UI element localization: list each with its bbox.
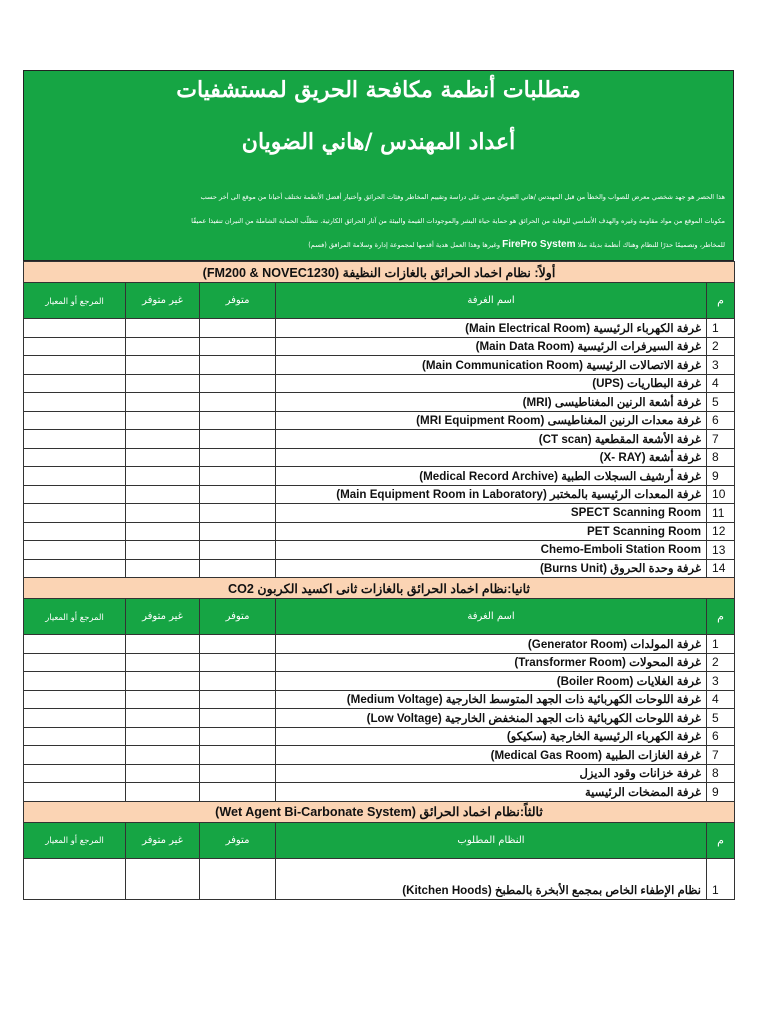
header-reference: المرجع أو المعيار	[24, 599, 126, 635]
table-row	[24, 411, 735, 430]
room-name: غرفة الغازات الطبية (Medical Gas Room)	[276, 746, 707, 765]
not-available-cell[interactable]	[126, 635, 200, 654]
row-number: 5	[707, 393, 735, 412]
available-cell[interactable]	[200, 504, 276, 523]
table-row	[24, 374, 735, 393]
section-title: ثانيا:نظام اخماد الحرائق بالغازات ثانى اكسيد الكربون CO2	[24, 578, 735, 599]
table-row	[24, 356, 735, 375]
not-available-cell[interactable]	[126, 709, 200, 728]
row-number: 6	[707, 727, 735, 746]
row-number: 12	[707, 522, 735, 541]
reference-cell[interactable]	[24, 541, 126, 560]
column-header-row	[24, 822, 735, 858]
row-number: 2	[707, 653, 735, 672]
intro-line-2: مكونات الموقع من مواد مقاومة وغيره والهدف الأساسي للوقاية من الحرائق هو حماية حياة البشر والموجودات القيمة والبيئة من آثار الحرائق الكارثية. تتطلّب الحماية الشاملة من النيران تنفيذا عميقًا	[191, 217, 725, 225]
column-header-row	[24, 283, 735, 319]
table-row	[24, 430, 735, 449]
row-number: 1	[707, 319, 735, 338]
reference-cell[interactable]	[24, 319, 126, 338]
header-room: النظام المطلوب	[276, 822, 707, 858]
header-not-available: غير متوفر	[126, 822, 200, 858]
header-num: م	[707, 822, 735, 858]
room-name: غرفة المولدات (Generator Room)	[276, 635, 707, 654]
table-row	[24, 690, 735, 709]
row-number: 3	[707, 672, 735, 691]
room-name: غرفة الكهرباء الرئيسية الخارجية (سكيكو)	[276, 727, 707, 746]
reference-cell[interactable]	[24, 430, 126, 449]
room-name: غرفة الأشعة المقطعية (CT scan)	[276, 430, 707, 449]
room-name: غرفة أشعة (X- RAY)	[276, 448, 707, 467]
room-name: غرفة البطاريات (UPS)	[276, 374, 707, 393]
not-available-cell[interactable]	[126, 374, 200, 393]
brand-name: FirePro System	[502, 239, 576, 250]
room-name: غرفة الغلايات (Boiler Room)	[276, 672, 707, 691]
reference-cell[interactable]	[24, 448, 126, 467]
available-cell[interactable]	[200, 448, 276, 467]
not-available-cell[interactable]	[126, 541, 200, 560]
section-title-row	[24, 578, 735, 599]
row-number: 1	[707, 858, 735, 899]
reference-cell[interactable]	[24, 709, 126, 728]
table-row	[24, 559, 735, 578]
room-name: PET Scanning Room	[276, 522, 707, 541]
row-number: 9	[707, 783, 735, 802]
row-number: 2	[707, 337, 735, 356]
available-cell[interactable]	[200, 559, 276, 578]
available-cell[interactable]	[200, 430, 276, 449]
reference-cell[interactable]	[24, 485, 126, 504]
reference-cell[interactable]	[24, 764, 126, 783]
not-available-cell[interactable]	[126, 448, 200, 467]
document	[23, 70, 734, 900]
not-available-cell[interactable]	[126, 764, 200, 783]
not-available-cell[interactable]	[126, 319, 200, 338]
table-row	[24, 709, 735, 728]
available-cell[interactable]	[200, 690, 276, 709]
available-cell[interactable]	[200, 356, 276, 375]
table-row	[24, 485, 735, 504]
room-name: غرفة الكهرباء الرئيسية (Main Electrical Room)	[276, 319, 707, 338]
row-number: 6	[707, 411, 735, 430]
room-name: نظام الإطفاء الخاص بمجمع الأبخرة بالمطبخ (Kitchen Hoods)	[276, 858, 707, 899]
available-cell[interactable]	[200, 783, 276, 802]
row-number: 3	[707, 356, 735, 375]
row-number: 10	[707, 485, 735, 504]
available-cell[interactable]	[200, 522, 276, 541]
intro-line-3a: للمخاطر، وتصميمًا حذرًا للنظام وهناك أنظمة بديلة مثلا	[577, 241, 725, 249]
available-cell[interactable]	[200, 727, 276, 746]
available-cell[interactable]	[200, 393, 276, 412]
table-row	[24, 522, 735, 541]
row-number: 7	[707, 746, 735, 765]
available-cell[interactable]	[200, 485, 276, 504]
available-cell[interactable]	[200, 764, 276, 783]
table-row	[24, 504, 735, 523]
reference-cell[interactable]	[24, 356, 126, 375]
room-name: غرفة أرشيف السجلات الطبية (Medical Record Archive)	[276, 467, 707, 486]
room-name: غرفة أشعة الرنين المغناطيسى (MRI)	[276, 393, 707, 412]
table-row	[24, 393, 735, 412]
available-cell[interactable]	[200, 541, 276, 560]
reference-cell[interactable]	[24, 690, 126, 709]
reference-cell[interactable]	[24, 672, 126, 691]
room-name: غرفة اللوحات الكهربائية ذات الجهد المنخفض الخارجية (Low Voltage)	[276, 709, 707, 728]
not-available-cell[interactable]	[126, 783, 200, 802]
reference-cell[interactable]	[24, 393, 126, 412]
available-cell[interactable]	[200, 635, 276, 654]
header-reference: المرجع أو المعيار	[24, 283, 126, 319]
reference-cell[interactable]	[24, 522, 126, 541]
not-available-cell[interactable]	[126, 690, 200, 709]
reference-cell[interactable]	[24, 504, 126, 523]
intro-line-3b: وغيرها وهذا العمل هدية أقدمها لمجموعة إدارة وسلامة المرافق (فسم)	[308, 241, 501, 249]
not-available-cell[interactable]	[126, 393, 200, 412]
header-available: متوفر	[200, 599, 276, 635]
author-line: أعداد المهندس /هاني الضويان	[241, 129, 516, 155]
table-row	[24, 746, 735, 765]
intro-paragraph	[32, 185, 725, 257]
not-available-cell[interactable]	[126, 411, 200, 430]
row-number: 5	[707, 709, 735, 728]
room-name: غرفة الاتصالات الرئيسية (Main Communication Room)	[276, 356, 707, 375]
row-number: 1	[707, 635, 735, 654]
header-room: اسم الغرفة	[276, 599, 707, 635]
not-available-cell[interactable]	[126, 746, 200, 765]
header-not-available: غير متوفر	[126, 599, 200, 635]
not-available-cell[interactable]	[126, 337, 200, 356]
table-row	[24, 764, 735, 783]
section-title-row	[24, 801, 735, 822]
room-name: Chemo-Emboli Station Room	[276, 541, 707, 560]
room-name: غرفة خزانات وقود الديزل	[276, 764, 707, 783]
room-name: غرفة معدات الرنين المغناطيسى (MRI Equipment Room)	[276, 411, 707, 430]
available-cell[interactable]	[200, 337, 276, 356]
row-number: 11	[707, 504, 735, 523]
intro-line-1: هذا الحصر هو جهد شخصي معرض للصواب والخطأ من قبل المهندس /هاني الضويان مبني على دراسة وتقييم المخاطر وفئات الحرائق وأختيار أفضل الأنظمة تختلف أحيانا من موقع الى أخر حسب	[200, 193, 725, 201]
header-available: متوفر	[200, 822, 276, 858]
available-cell[interactable]	[200, 672, 276, 691]
not-available-cell[interactable]	[126, 467, 200, 486]
header-num: م	[707, 283, 735, 319]
table-row	[24, 672, 735, 691]
room-name: غرفة المحولات (Transformer Room)	[276, 653, 707, 672]
reference-cell[interactable]	[24, 467, 126, 486]
room-name: SPECT Scanning Room	[276, 504, 707, 523]
available-cell[interactable]	[200, 319, 276, 338]
reference-cell[interactable]	[24, 411, 126, 430]
row-number: 4	[707, 690, 735, 709]
row-number: 9	[707, 467, 735, 486]
available-cell[interactable]	[200, 411, 276, 430]
not-available-cell[interactable]	[126, 858, 200, 899]
not-available-cell[interactable]	[126, 727, 200, 746]
table-row	[24, 541, 735, 560]
table-row	[24, 635, 735, 654]
document-title: متطلبات أنظمة مكافحة الحريق لمستشفيات	[176, 77, 581, 103]
table-row	[24, 727, 735, 746]
reference-cell[interactable]	[24, 783, 126, 802]
available-cell[interactable]	[200, 653, 276, 672]
title-banner	[23, 70, 734, 261]
not-available-cell[interactable]	[126, 485, 200, 504]
table-row	[24, 319, 735, 338]
room-name: غرفة وحدة الحروق (Burns Unit)	[276, 559, 707, 578]
reference-cell[interactable]	[24, 635, 126, 654]
row-number: 8	[707, 448, 735, 467]
room-name: غرفة المضخات الرئيسية	[276, 783, 707, 802]
table-row	[24, 448, 735, 467]
intro-line-3	[32, 233, 725, 257]
not-available-cell[interactable]	[126, 559, 200, 578]
section-title: أولاً: نظام اخماد الحرائق بالغازات النظيفة (FM200 & NOVEC1230)	[24, 262, 735, 283]
table-row	[24, 858, 735, 899]
reference-cell[interactable]	[24, 746, 126, 765]
header-not-available: غير متوفر	[126, 283, 200, 319]
row-number: 7	[707, 430, 735, 449]
reference-cell[interactable]	[24, 727, 126, 746]
reference-cell[interactable]	[24, 337, 126, 356]
not-available-cell[interactable]	[126, 522, 200, 541]
room-name: غرفة المعدات الرئيسية بالمختبر (Main Equipment Room in Laboratory)	[276, 485, 707, 504]
reference-cell[interactable]	[24, 653, 126, 672]
table-row	[24, 783, 735, 802]
table-row	[24, 337, 735, 356]
requirements-table	[23, 261, 735, 900]
row-number: 14	[707, 559, 735, 578]
header-num: م	[707, 599, 735, 635]
reference-cell[interactable]	[24, 374, 126, 393]
available-cell[interactable]	[200, 858, 276, 899]
available-cell[interactable]	[200, 374, 276, 393]
column-header-row	[24, 599, 735, 635]
not-available-cell[interactable]	[126, 504, 200, 523]
header-room: اسم الغرفة	[276, 283, 707, 319]
header-available: متوفر	[200, 283, 276, 319]
reference-cell[interactable]	[24, 858, 126, 899]
not-available-cell[interactable]	[126, 672, 200, 691]
section-title: ثالثاً:نظام اخماد الحرائق (Wet Agent Bi-Carbonate System)	[24, 801, 735, 822]
row-number: 8	[707, 764, 735, 783]
room-name: غرفة اللوحات الكهربائية ذات الجهد المتوسط الخارجية (Medium Voltage)	[276, 690, 707, 709]
available-cell[interactable]	[200, 709, 276, 728]
room-name: غرفة السيرفرات الرئيسية (Main Data Room)	[276, 337, 707, 356]
table-row	[24, 467, 735, 486]
not-available-cell[interactable]	[126, 653, 200, 672]
not-available-cell[interactable]	[126, 430, 200, 449]
available-cell[interactable]	[200, 467, 276, 486]
not-available-cell[interactable]	[126, 356, 200, 375]
row-number: 13	[707, 541, 735, 560]
table-row	[24, 653, 735, 672]
row-number: 4	[707, 374, 735, 393]
reference-cell[interactable]	[24, 559, 126, 578]
header-reference: المرجع أو المعيار	[24, 822, 126, 858]
section-title-row	[24, 262, 735, 283]
available-cell[interactable]	[200, 746, 276, 765]
